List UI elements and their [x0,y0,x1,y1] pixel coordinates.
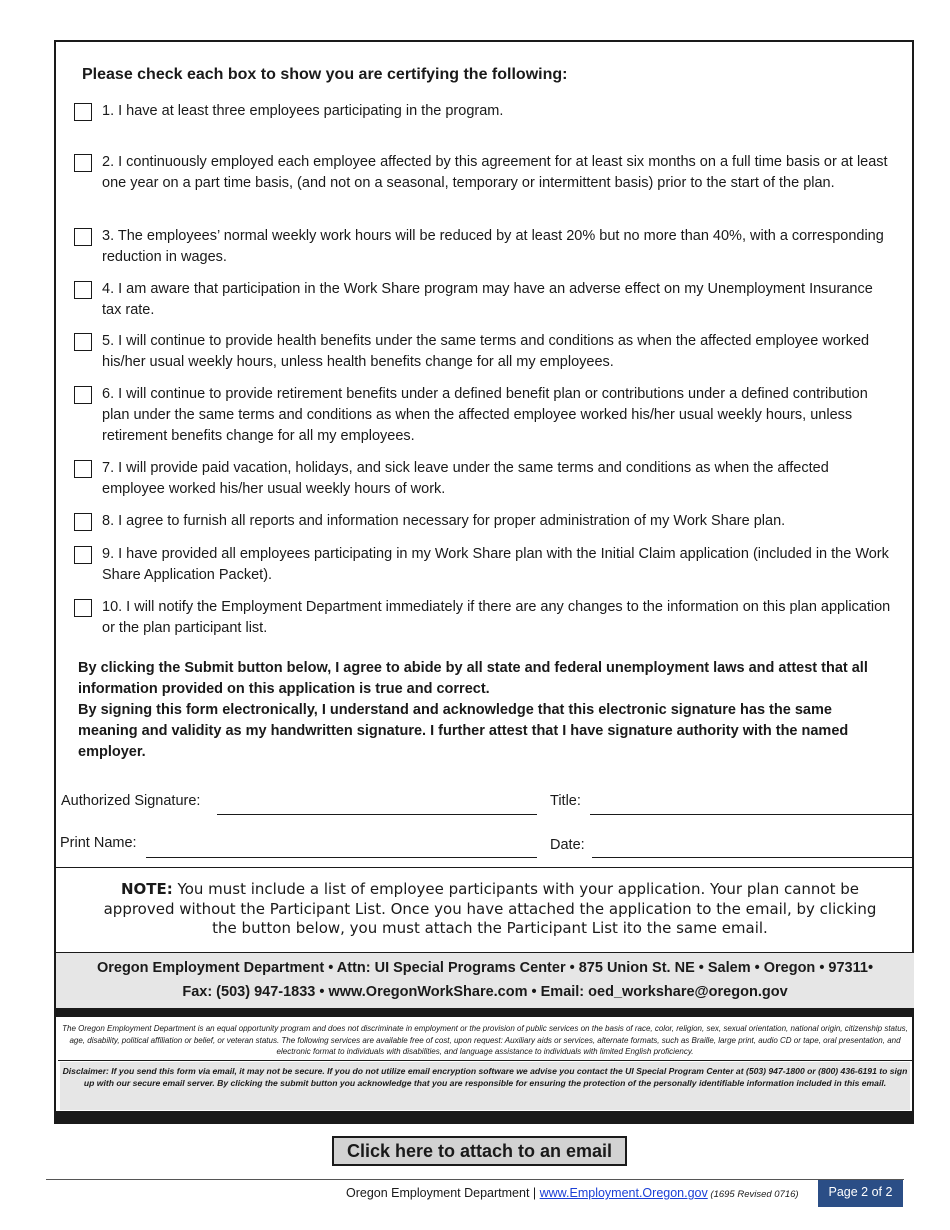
certification-heading: Please check each box to show you are certifying the following: [82,66,568,83]
date-field[interactable] [592,857,914,858]
page-indicator: Page 2 of 2 [818,1180,903,1207]
disclaimer: Disclaimer: If you send this form via email, it may not be secure. If you do not utilize email encryption software we advise you contact the UI Special Program Center at (503) 947-1800 or (800) 436-6191 to sign up with our secure email server. By clicking the submit button you acknowledge that you are responsible for ensuring the protection of the personally identifiable information included in this email. [60,1062,910,1110]
note-label: NOTE: [120,880,173,898]
certification-text-4: 4. I am aware that participation in the Work Share program may have an adverse effect on my Unemployment Insurance tax rate. [102,281,873,318]
print-name-field[interactable] [146,857,537,858]
title-label: Title: [550,793,581,809]
dark-band [56,1008,914,1017]
attach-email-button[interactable]: Click here to attach to an email [332,1136,627,1166]
checkbox-3[interactable] [74,228,92,246]
certification-text-8: 8. I agree to furnish all reports and information necessary for proper administration of my Work Share plan. [102,513,786,529]
certification-text-9: 9. I have provided all employees participating in my Work Share plan with the Initial Claim application (included in the Work Share Application Packet). [102,546,889,583]
attestation-submit: By clicking the Submit button below, I agree to abide by all state and federal unemployment laws and attest that all information provided on this application is true and correct. [78,660,868,697]
title-field[interactable] [590,814,914,815]
divider [58,1060,912,1061]
certification-text-10: 10. I will notify the Employment Department immediately if there are any changes to the information on this plan application or the plan participant list. [102,599,891,636]
print-name-label: Print Name: [60,835,137,851]
signature-label: Authorized Signature: [61,793,201,809]
checkbox-8[interactable] [74,513,92,531]
footer-link[interactable]: www.Employment.Oregon.gov [539,1186,708,1200]
certification-text-5: 5. I will continue to provide health benefits under the same terms and conditions as when the affected employee worked his/her usual weekly hours, unless health benefits change for all my employees. [102,333,870,370]
certification-text-7: 7. I will provide paid vacation, holidays, and sick leave under the same terms and conditions as when the affected employee worked his/her usual weekly hours of work. [102,460,829,497]
footer-dept: Oregon Employment Department | [346,1186,540,1200]
attestation [78,658,888,763]
checkbox-4[interactable] [74,281,92,299]
checkbox-9[interactable] [74,546,92,564]
footer [346,1186,799,1200]
divider [56,867,914,868]
signature-field[interactable] [217,814,537,815]
note-text: You must include a list of employee participants with your application. Your plan cannot be approved without the Participant List. Once you have attached the application to the email, by clicking the button below, you must attach the Participant List ito the same email. [103,880,877,937]
checkbox-5[interactable] [74,333,92,351]
address-block [56,953,914,1008]
checkbox-6[interactable] [74,386,92,404]
participant-note [100,880,880,939]
footer-rule [46,1179,904,1180]
certification-text-1: 1. I have at least three employees participating in the program. [102,103,504,119]
attestation-signature: By signing this form electronically, I understand and acknowledge that this electronic signature has the same meaning and validity as my handwritten signature. I further attest that I have signature authority with the named employer. [78,702,849,760]
footer-revision: (1695 Revised 0716) [707,1189,799,1200]
checkbox-1[interactable] [74,103,92,121]
checkbox-10[interactable] [74,599,92,617]
dark-band [56,1111,914,1124]
certification-text-6: 6. I will continue to provide retirement benefits under a defined benefit plan or contributions under a defined contribution plan under the same terms and conditions as when the affected employee worked his/her usual weekly hours, unless retirement benefits change for all my employees. [102,386,868,444]
certification-text-2: 2. I continuously employed each employee affected by this agreement for at least six months on a full time basis or at least one year on a part time basis, (and not on a seasonal, temporary or intermittent basis) prior to the start of the plan. [102,154,888,191]
certification-text-3: 3. The employees’ normal weekly work hours will be reduced by at least 20% but no more than 40%, with a corresponding reduction in wages. [102,228,884,265]
address-line-2: Fax: (503) 947-1833 • www.OregonWorkShare.com • Email: oed_workshare@oregon.gov [182,984,788,1000]
address-line-1: Oregon Employment Department • Attn: UI Special Programs Center • 875 Union St. NE • Salem • Oregon • 97311• [96,960,874,976]
eeo-statement: The Oregon Employment Department is an equal opportunity program and does not discriminate in employment or the provision of public services on the basis of race, color, religion, sex, sexual orientation, national origin, citizenship status, age, disability, political affiliation or belief, or veteran status. The following services are available free of cost, upon request: Auxiliary aids or services, alternate formats, such as Braille, large print, audio CD or tape, oral presentation, and electronic format to individuals with disabilities, and language assistance to individuals with limited English proficiency. [62,1024,908,1056]
checkbox-7[interactable] [74,460,92,478]
date-label: Date: [550,837,585,853]
checkbox-2[interactable] [74,154,92,172]
